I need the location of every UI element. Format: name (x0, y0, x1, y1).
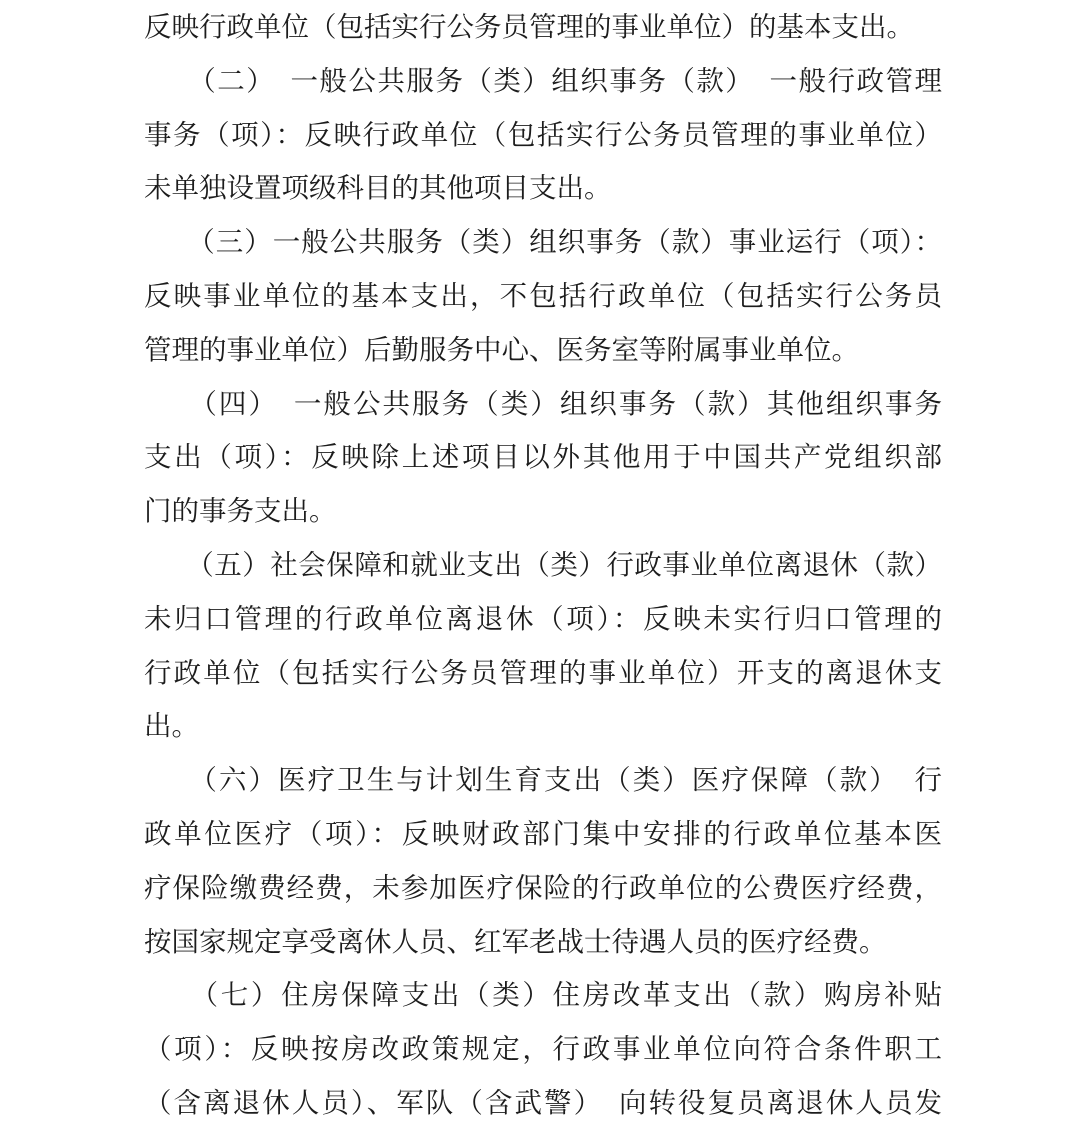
text-line: （七）住房保障支出（类）住房改革支出（款）购房补贴 (144, 979, 942, 1011)
text-line: 未归口管理的行政单位离退休（项）：反映未实行归口管理的 (144, 602, 942, 634)
text-block (144, 0, 942, 1125)
text-line: （含离退休人员）、军队（含武警） 向转役复员离退休人员发 (144, 1086, 942, 1118)
text-line: （三）一般公共服务（类）组织事务（款）事业运行（项）： (144, 226, 942, 258)
text-line: （六）医疗卫生与计划生育支出（类）医疗保障（款） 行 (144, 764, 942, 796)
text-line: （四） 一般公共服务（类）组织事务（款）其他组织事务 (144, 387, 942, 419)
text-line: 未单独设置项级科目的其他项目支出。 (144, 172, 612, 204)
text-line: 行政单位（包括实行公务员管理的事业单位）开支的离退休支 (144, 656, 942, 688)
text-line: 反映事业单位的基本支出，不包括行政单位（包括实行公务员 (144, 279, 942, 311)
text-line: 支出（项）：反映除上述项目以外其他用于中国共产党组织部 (144, 441, 942, 473)
text-line: 事务（项）：反映行政单位（包括实行公务员管理的事业单位） (144, 118, 942, 150)
text-line: （二） 一般公共服务（类）组织事务（款） 一般行政管理 (144, 64, 942, 96)
text-line: （五）社会保障和就业支出（类）行政事业单位离退休（款） (144, 548, 942, 580)
text-line: 反映行政单位（包括实行公务员管理的事业单位）的基本支出。 (144, 11, 914, 42)
text-line: 出。 (144, 710, 199, 742)
text-line: （项）：反映按房改政策规定，行政事业单位向符合条件职工 (144, 1033, 942, 1065)
text-line: 政单位医疗（项）：反映财政部门集中安排的行政单位基本医 (144, 817, 942, 849)
text-line: 管理的事业单位）后勤服务中心、医务室等附属事业单位。 (144, 333, 859, 365)
text-line: 疗保险缴费经费，未参加医疗保险的行政单位的公费医疗经费， (144, 871, 942, 903)
text-line: 按国家规定享受离休人员、红军老战士待遇人员的医疗经费。 (144, 925, 887, 957)
text-line: 门的事务支出。 (144, 495, 337, 527)
